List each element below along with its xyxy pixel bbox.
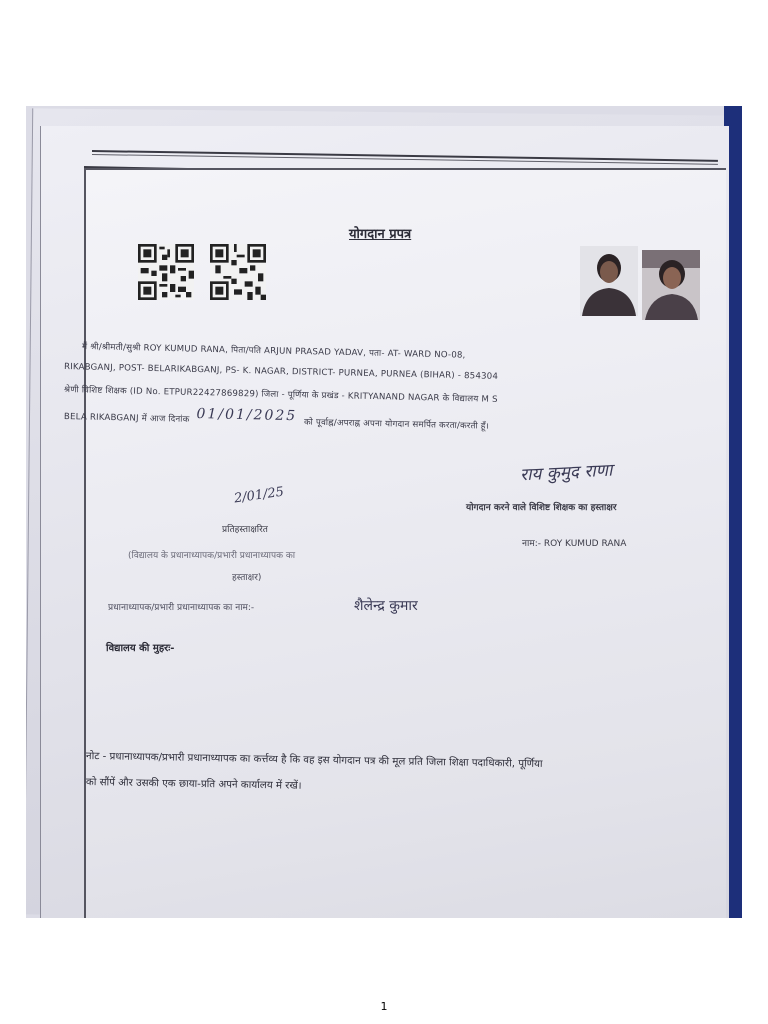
head-name-value: शैलेन्द्र कुमार <box>354 598 418 614</box>
school-seal-label: विद्यालय की मुहरः- <box>106 643 175 654</box>
teacher-name-label: नाम:- ROY KUMUD RANA <box>522 539 627 549</box>
intro-line-3: श्रेणी विशिष्ट शिक्षक (ID No. ETPUR22427869829) जिला - पूर्णिया के प्रखंड - KRITYANAND NAGAR के विद्यालय M S <box>63 385 498 405</box>
note-line-2: को सौंपें और उसकी एक छाया-प्रति अपने कार्यालय में रखें। <box>85 777 302 792</box>
intro-line-1: मैं श्री/श्रीमती/सुश्री ROY KUMUD RANA, पिता/पति ARJUN PRASAD YADAV, पता- AT- WARD NO-08, <box>81 342 466 361</box>
intro-line-4-start: BELA RIKABGANJ में आज दिनांक <box>63 412 190 425</box>
intro-line-2: RIKABGANJ, POST- BELARIKABGANJ, PS- K. NAGAR, DISTRICT- PURNEA, PURNEA (BIHAR) - 854304 <box>63 362 499 382</box>
countersign-desc-2: हस्ताक्षर) <box>232 573 262 583</box>
countersign-desc-1: (विद्यालय के प्रधानाध्यापक/प्रभारी प्रधानाध्यापक का <box>128 551 296 561</box>
person-photo-icon <box>642 250 700 320</box>
joining-date: 01/01/2025 <box>196 406 298 425</box>
document-photo <box>26 106 742 918</box>
qr-code-2 <box>210 244 266 300</box>
teacher-photo-1 <box>580 246 638 316</box>
qr-code-1 <box>138 244 194 300</box>
countersign-scribble: 2/01/25 <box>233 484 285 507</box>
note-line-1: नोट - प्रधानाध्यापक/प्रभारी प्रधानाध्यापक का कर्त्तव्य है कि वह इस योगदान पत्र की मूल प्रति जिला शिक्षा पदाधिकारी, पूर्णिया <box>85 751 543 770</box>
countersign-label: प्रतिहस्ताक्षरित <box>222 525 268 535</box>
teacher-signature-label: योगदान करने वाले विशिष्ट शिक्षक का हस्ताक्षर <box>466 503 617 513</box>
person-photo-icon <box>580 246 638 316</box>
teacher-signature: राय कुमुद राणा <box>519 460 613 486</box>
intro-line-4-end: को पूर्वाह्न/अपराह्न अपना योगदान समर्पित करता/करती हूँ। <box>303 417 490 432</box>
head-name-label: प्रधानाध्यापक/प्रभारी प्रधानाध्यापक का नाम:- <box>108 603 255 613</box>
joining-form-sheet <box>63 168 726 918</box>
intro-line-4 <box>64 407 489 433</box>
form-title: योगदान प्रपत्र <box>349 227 412 242</box>
teacher-photo-2 <box>642 250 700 320</box>
page-number: 1 <box>380 1000 388 1013</box>
